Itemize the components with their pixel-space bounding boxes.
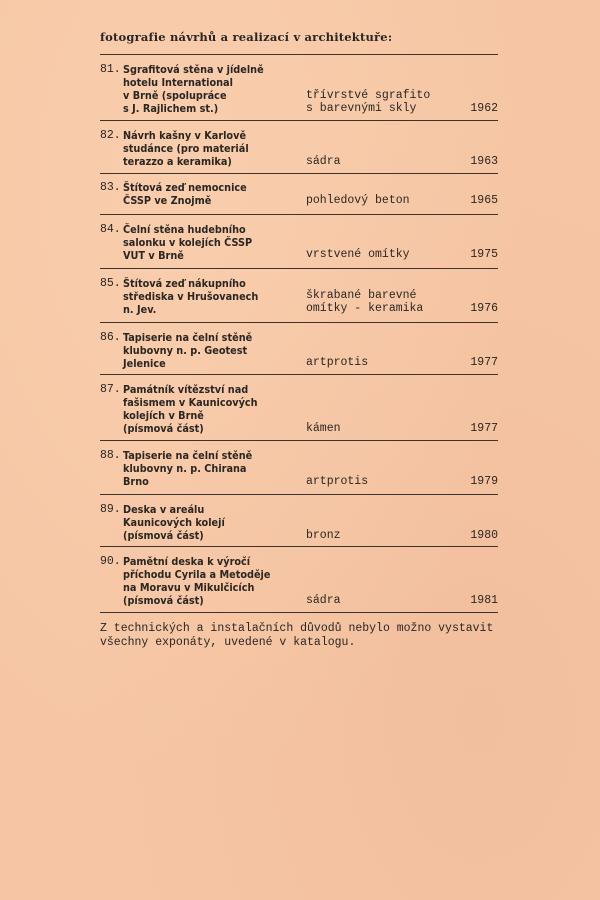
entry-title: Památník vítězství nad fašismem v Kaunicových kolejích v Brně (písmová část) — [123, 383, 258, 435]
entry-material: kámen — [306, 422, 341, 435]
entry-number: 89. — [100, 503, 121, 516]
entry-year: 1963 — [470, 155, 498, 168]
entry-material: třívrstvé sgrafito s barevnými skly — [306, 89, 431, 115]
entry-number: 86. — [100, 331, 121, 344]
entry-material: škrabané barevné omítky - keramika — [306, 289, 424, 315]
section-heading: fotografie návrhů a realizací v architektuře: — [100, 30, 393, 44]
entry-number: 82. — [100, 129, 121, 142]
entry-year: 1981 — [470, 594, 498, 607]
entry-material: sádra — [306, 155, 341, 168]
catalog-entry — [100, 269, 498, 323]
entry-number: 83. — [100, 181, 121, 194]
catalog-entry — [100, 174, 498, 215]
entry-material: bronz — [306, 529, 341, 542]
entry-title: Štítová zeď nákupního střediska v Hrušovanech n. Jev. — [123, 277, 259, 316]
entry-material: vrstvené omítky — [306, 248, 410, 261]
entry-number: 84. — [100, 223, 121, 236]
entry-title: Čelní stěna hudebního salonku v kolejích ČSSP VUT v Brně — [123, 223, 253, 262]
entry-number: 81. — [100, 63, 121, 76]
catalog-entry — [100, 441, 498, 495]
entry-material: sádra — [306, 594, 341, 607]
entry-year: 1962 — [470, 102, 498, 115]
entry-title: Deska v areálu Kaunicových kolejí (písmová část) — [123, 503, 225, 542]
catalog-entry — [100, 547, 498, 613]
entry-material: artprotis — [306, 356, 369, 369]
entry-material: artprotis — [306, 475, 369, 488]
entry-year: 1975 — [470, 248, 498, 261]
catalog-entry — [100, 323, 498, 375]
catalog-entry — [100, 121, 498, 174]
entry-title: Pamětní deska k výročí příchodu Cyrila a Metoděje na Moravu v Mikulčicích (písmová část) — [123, 555, 271, 607]
entry-year: 1977 — [470, 356, 498, 369]
entry-year: 1979 — [470, 475, 498, 488]
entry-title: Sgrafitová stěna v jídelně hotelu International v Brně (spolupráce s J. Rajlichem st.) — [123, 63, 264, 115]
catalog-entry — [100, 375, 498, 441]
entry-material: pohledový beton — [306, 194, 410, 207]
footer-note: Z technických a instalačních důvodů nebylo možno vystavit všechny exponáty, uvedené v katalogu. — [100, 622, 494, 649]
entry-year: 1965 — [470, 194, 498, 207]
catalog-entry — [100, 495, 498, 547]
entry-number: 90. — [100, 555, 121, 568]
entry-number: 87. — [100, 383, 121, 396]
entry-title: Návrh kašny v Karlově studánce (pro materiál terazzo a keramika) — [123, 129, 249, 168]
entry-title: Tapiserie na čelní stěně klubovny n. p. Geotest Jelenice — [123, 331, 253, 370]
entry-number: 88. — [100, 449, 121, 462]
entry-title: Štítová zeď nemocnice ČSSP ve Znojmě — [123, 181, 247, 207]
entry-number: 85. — [100, 277, 121, 290]
catalog-entry — [100, 215, 498, 269]
catalog-entry — [100, 60, 498, 121]
entry-title: Tapiserie na čelní stěně klubovny n. p. Chirana Brno — [123, 449, 253, 488]
top-rule — [100, 54, 498, 55]
entry-year: 1977 — [470, 422, 498, 435]
entry-year: 1980 — [470, 529, 498, 542]
entry-year: 1976 — [470, 302, 498, 315]
catalog-list — [100, 60, 498, 613]
